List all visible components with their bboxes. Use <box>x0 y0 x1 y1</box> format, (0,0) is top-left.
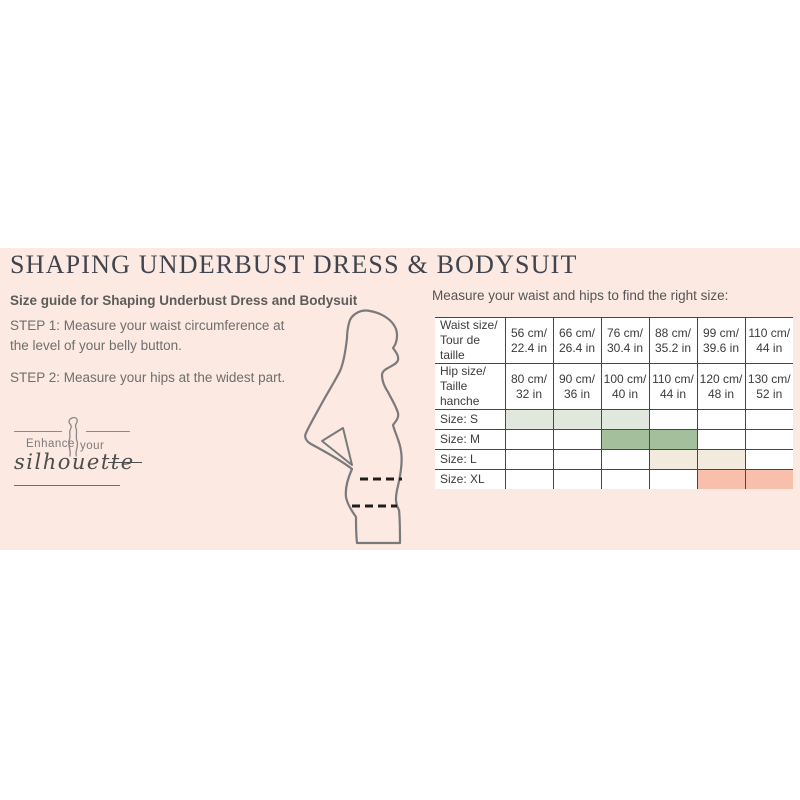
size-cell <box>649 450 697 470</box>
size-row-m <box>435 430 793 450</box>
size-cell <box>505 450 553 470</box>
size-cell <box>649 410 697 430</box>
size-cell <box>505 410 553 430</box>
size-row-label: Size: S <box>435 410 505 430</box>
size-row-label: Size: M <box>435 430 505 450</box>
hip-header-cell: Hip size/ Taille hanche <box>435 364 505 410</box>
hip-value-cell: 130 cm/ 52 in <box>745 364 793 410</box>
size-row-s <box>435 410 793 430</box>
size-row-label: Size: L <box>435 450 505 470</box>
size-cell <box>697 470 745 490</box>
size-cell <box>601 430 649 450</box>
size-cell <box>553 450 601 470</box>
size-cell <box>745 450 793 470</box>
size-cell <box>601 470 649 490</box>
hip-value-cell: 110 cm/ 44 in <box>649 364 697 410</box>
body-silhouette-diagram <box>293 303 410 548</box>
size-cell <box>745 430 793 450</box>
size-row-xl <box>435 470 793 490</box>
waist-value-cell: 88 cm/ 35.2 in <box>649 318 697 364</box>
body-outline <box>305 311 401 543</box>
size-cell <box>745 410 793 430</box>
size-cell <box>697 430 745 450</box>
waist-value-cell: 56 cm/ 22.4 in <box>505 318 553 364</box>
hip-value-cell: 80 cm/ 32 in <box>505 364 553 410</box>
size-guide-subtitle: Size guide for Shaping Underbust Dress and Bodysuit <box>10 293 358 308</box>
step1-text: STEP 1: Measure your waist circumference at the level of your belly button. <box>10 318 285 353</box>
size-table <box>435 317 793 489</box>
waist-value-cell: 76 cm/ 30.4 in <box>601 318 649 364</box>
size-cell <box>553 410 601 430</box>
size-cell <box>697 450 745 470</box>
brand-logo <box>10 414 150 494</box>
size-cell <box>697 410 745 430</box>
size-cell <box>553 430 601 450</box>
step2-text: STEP 2: Measure your hips at the widest part. <box>10 370 286 385</box>
hip-value-cell: 90 cm/ 36 in <box>553 364 601 410</box>
logo-rule-bottom <box>14 485 120 486</box>
size-cell <box>601 410 649 430</box>
logo-word-silhouette: silhouette <box>14 450 135 474</box>
hip-row <box>435 364 793 410</box>
pink-panel <box>0 248 800 550</box>
size-cell <box>649 430 697 450</box>
logo-word-enhance: Enhance <box>26 438 75 450</box>
waist-value-cell: 66 cm/ 26.4 in <box>553 318 601 364</box>
size-cell <box>505 470 553 490</box>
logo-rule-right <box>86 431 130 432</box>
size-cell <box>649 470 697 490</box>
waist-header-cell: Waist size/ Tour de taille <box>435 318 505 364</box>
waist-value-cell: 99 cm/ 39.6 in <box>697 318 745 364</box>
logo-word-your: your <box>80 440 105 452</box>
waist-value-cell: 110 cm/ 44 in <box>745 318 793 364</box>
size-cell <box>505 430 553 450</box>
waist-row <box>435 318 793 364</box>
size-cell <box>745 470 793 490</box>
size-cell <box>553 470 601 490</box>
table-intro: Measure your waist and hips to find the right size: <box>432 288 729 303</box>
size-row-l <box>435 450 793 470</box>
page-title: SHAPING UNDERBUST DRESS & BODYSUIT <box>10 250 578 279</box>
hip-value-cell: 120 cm/ 48 in <box>697 364 745 410</box>
size-cell <box>601 450 649 470</box>
size-row-label: Size: XL <box>435 470 505 490</box>
logo-rule-left <box>14 431 62 432</box>
hip-value-cell: 100 cm/ 40 in <box>601 364 649 410</box>
logo-script-stroke <box>108 462 142 463</box>
